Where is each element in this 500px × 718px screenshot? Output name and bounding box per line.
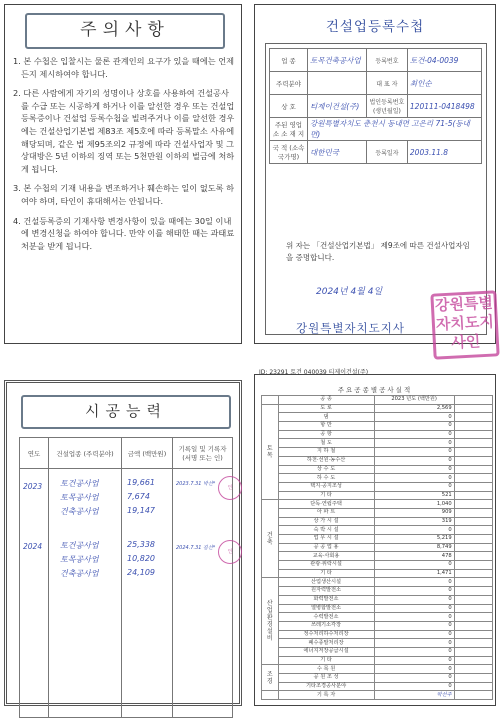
performance-type: 공 공 업 용 [278, 543, 374, 552]
capability-title: 시공능력 [21, 395, 231, 429]
recorder-value: 박선주 [374, 691, 454, 700]
performance-type: 폐수종말처리장 [278, 639, 374, 648]
industry-value: 토목건축공사업 [308, 49, 367, 72]
performance-type: 단독·연립주택 [278, 500, 374, 509]
notice-item: 3. 본 수첩의 기재 내용을 변조하거나 훼손하는 일이 없도록 하여야 하며, 타인이 휴대해서는 안됩니다. [13, 183, 235, 206]
cap-year: 2023 [23, 482, 43, 491]
performance-note [454, 621, 492, 630]
rep-label: 대 표 자 [366, 72, 407, 95]
performance-value: 0 [374, 474, 454, 483]
performance-row [262, 465, 493, 474]
cap-amount: 25,338 [127, 540, 155, 549]
cap-amount: 10,820 [127, 554, 155, 563]
performance-value: 0 [374, 439, 454, 448]
cap-field: 토목공사업 [60, 555, 99, 564]
perf-header-group [262, 396, 279, 405]
performance-value: 0 [374, 674, 454, 683]
performance-value: 0 [374, 665, 454, 674]
performance-row [262, 595, 493, 604]
cap-year: 2024 [23, 542, 43, 551]
record-stamp: 인 [218, 476, 242, 500]
performance-type: 쓰레기소각장 [278, 621, 374, 630]
cap-amount: 19,661 [127, 478, 155, 487]
cap-field: 토건공사업 [60, 479, 99, 488]
performance-value: 0 [374, 482, 454, 491]
performance-row [262, 526, 493, 535]
performance-row [262, 404, 493, 413]
performance-type: 지 하 철 [278, 448, 374, 457]
performance-type: 철 도 [278, 439, 374, 448]
performance-row [262, 474, 493, 483]
performance-row [262, 552, 493, 561]
performance-note [454, 456, 492, 465]
performance-row [262, 413, 493, 422]
performance-type: 아 파 트 [278, 508, 374, 517]
performance-type: 숙 박 시 설 [278, 526, 374, 535]
performance-value: 0 [374, 413, 454, 422]
performance-value: 521 [374, 491, 454, 500]
performance-row [262, 543, 493, 552]
performance-value: 0 [374, 604, 454, 613]
cap-record: 2024.7.31 김선* [176, 545, 216, 551]
performance-note [454, 404, 492, 413]
certificate-table [269, 48, 482, 164]
cap-field: 건축공사업 [60, 507, 99, 516]
performance-row [262, 656, 493, 665]
performance-type: 택지·공지조성 [278, 482, 374, 491]
performance-note [454, 491, 492, 500]
cap-field: 토건공사업 [60, 541, 99, 550]
official-seal: 강원특별자치도지사인 [430, 290, 499, 359]
performance-note [454, 569, 492, 578]
certificate-issuer: 강원특별자치도지사 [296, 321, 405, 335]
performance-value: 909 [374, 508, 454, 517]
performance-panel [254, 369, 496, 706]
recorder-label: 기 록 자 [278, 691, 374, 700]
corp-no-value: 120111-0418498 [407, 95, 481, 118]
notice-item: 2. 다른 사람에게 자기의 성명이나 상호를 사용하여 건설공사를 수급 또는 시공하게 하거나 이를 알선한 경우 또는 건설업 등록증이나 건설업 등록수첩을 빌려주거나 이를 알선한 경우에는 건설산업기본법 제83조 제5호에 따라 등록말소 사유에 해당되며, 같은 법 제95조의2 규정에 따라 건설사업자 및 그 상대방은 5년 이하의 징역 또는 5천만원 이하의 벌금에 처하게 됩니다. [13, 88, 235, 174]
industry-label: 업 종 [270, 49, 308, 72]
performance-type: 상 수 도 [278, 465, 374, 474]
performance-row [262, 456, 493, 465]
performance-note [454, 639, 492, 648]
cap-amount: 7,674 [127, 492, 150, 501]
performance-value: 0 [374, 587, 454, 596]
performance-value: 0 [374, 595, 454, 604]
performance-row [262, 647, 493, 656]
performance-table [261, 395, 493, 700]
performance-row [262, 517, 493, 526]
performance-type: 항 만 [278, 422, 374, 431]
performance-row [262, 430, 493, 439]
performance-group-label [262, 691, 279, 700]
perf-header-note [454, 396, 492, 405]
performance-value: 0 [374, 682, 454, 691]
performance-group-label: 산업환경설비 [262, 578, 279, 665]
notice-title: 주의사항 [25, 13, 225, 49]
performance-value: 0 [374, 561, 454, 570]
perf-header-type: 공 종 [278, 396, 374, 405]
notice-list [13, 55, 235, 259]
performance-row [262, 613, 493, 622]
performance-value: 0 [374, 621, 454, 630]
performance-note [454, 430, 492, 439]
performance-note [454, 508, 492, 517]
performance-type: 산업생산시설 [278, 578, 374, 587]
performance-value: 1,471 [374, 569, 454, 578]
performance-note [454, 465, 492, 474]
performance-row [262, 561, 493, 570]
reg-no-value: 토건-04-0039 [407, 49, 481, 72]
performance-note [454, 647, 492, 656]
performance-type: 하천·선원·농수산 [278, 456, 374, 465]
performance-type: 열병합발전소 [278, 604, 374, 613]
performance-value: 0 [374, 656, 454, 665]
trade-value: 티제이건설(주) [308, 95, 367, 118]
performance-row [262, 674, 493, 683]
performance-row [262, 682, 493, 691]
performance-note [454, 656, 492, 665]
performance-row [262, 604, 493, 613]
performance-note [454, 413, 492, 422]
performance-value: 478 [374, 552, 454, 561]
cap-header-field: 건설업종 (주력분야) [49, 438, 122, 469]
performance-type: 교육·사회용 [278, 552, 374, 561]
performance-title: 주요공종별공사실적 [337, 386, 413, 394]
performance-value: 0 [374, 456, 454, 465]
performance-value: 1,040 [374, 500, 454, 509]
performance-row [262, 439, 493, 448]
notice-panel [4, 4, 242, 344]
capability-panel [4, 380, 242, 706]
record-stamp: 인 [218, 540, 242, 564]
reg-no-label: 등록번호 [366, 49, 407, 72]
performance-row [262, 630, 493, 639]
performance-type: 기 타 [278, 569, 374, 578]
nation-value: 대한민국 [308, 141, 367, 164]
cap-header-record: 기록일 및 기록자 (서명 또는 인) [173, 438, 233, 469]
cap-header-amount: 금액 (백만원) [122, 438, 173, 469]
performance-value: 0 [374, 422, 454, 431]
performance-note [454, 474, 492, 483]
performance-row [262, 535, 493, 544]
performance-type: 관광·위락시설 [278, 561, 374, 570]
performance-note [454, 500, 492, 509]
performance-group-label: 건축 [262, 500, 279, 578]
performance-note [454, 674, 492, 683]
notice-item: 4. 건설등록증의 기재사항 변경사항이 있을 때에는 30일 이내에 변경신청을 하여야 합니다. 만약 이를 해태한 때는 과태료 처분을 받게 됩니다. [13, 215, 235, 251]
performance-note [454, 691, 492, 700]
performance-value: 0 [374, 448, 454, 457]
performance-type: 도 로 [278, 404, 374, 413]
performance-value: 5,219 [374, 535, 454, 544]
performance-note [454, 543, 492, 552]
perf-header-year: 2023 년도 (백만원) [374, 396, 454, 405]
certificate-frame [265, 43, 495, 352]
performance-row [262, 665, 493, 674]
main-field-value [308, 72, 367, 95]
nation-label: 국 적 (소속국가명) [270, 141, 308, 164]
performance-group-label: 토목 [262, 404, 279, 500]
reg-date-label: 등록일자 [366, 141, 407, 164]
performance-note [454, 448, 492, 457]
certificate-panel [254, 4, 496, 352]
performance-note [454, 587, 492, 596]
performance-value: 8,749 [374, 543, 454, 552]
performance-value: 0 [374, 465, 454, 474]
performance-group-label: 조경 [262, 665, 279, 691]
performance-type: 에너지저장공급시설 [278, 647, 374, 656]
corp-no-label: 법인등록번호(생년월일) [366, 95, 407, 118]
performance-note [454, 422, 492, 431]
performance-type: 상 가 시 설 [278, 517, 374, 526]
performance-type: 기타조경공사분야 [278, 682, 374, 691]
performance-note [454, 578, 492, 587]
performance-type: 업 무 시 설 [278, 535, 374, 544]
performance-note [454, 665, 492, 674]
performance-note [454, 682, 492, 691]
cap-amount: 19,147 [127, 506, 155, 515]
performance-row [262, 422, 493, 431]
performance-note [454, 561, 492, 570]
performance-value: 0 [374, 613, 454, 622]
performance-value: 319 [374, 517, 454, 526]
performance-note [454, 595, 492, 604]
certificate-date: 2024년 4월 4일 [316, 287, 383, 297]
performance-recorder-row [262, 691, 493, 700]
performance-type: 하 수 도 [278, 474, 374, 483]
performance-value: 0 [374, 526, 454, 535]
performance-note [454, 630, 492, 639]
performance-type: 공 원 조 성 [278, 674, 374, 683]
performance-note [454, 517, 492, 526]
performance-value: 0 [374, 647, 454, 656]
performance-type: 수 목 원 [278, 665, 374, 674]
trade-label: 상 호 [270, 95, 308, 118]
cap-header-year: 연도 [20, 438, 49, 469]
performance-type: 기 타 [278, 491, 374, 500]
performance-type: 공 항 [278, 430, 374, 439]
performance-value: 0 [374, 430, 454, 439]
performance-row [262, 587, 493, 596]
performance-row [262, 578, 493, 587]
performance-note [454, 552, 492, 561]
performance-value: 2,569 [374, 404, 454, 413]
performance-note [454, 535, 492, 544]
performance-value: 0 [374, 630, 454, 639]
performance-type: 댐 [278, 413, 374, 422]
performance-note [454, 613, 492, 622]
performance-row [262, 482, 493, 491]
certificate-title: 건설업등록수첩 [325, 19, 425, 35]
performance-header-line: ID: 23291 토건 040039 티제이건설(주) [259, 369, 369, 376]
rep-value: 최인순 [407, 72, 481, 95]
main-field-label: 주력분야 [270, 72, 308, 95]
cap-record: 2023.7.31 박선* [176, 481, 216, 487]
performance-note [454, 439, 492, 448]
performance-type: 정수처리하수처리장 [278, 630, 374, 639]
reg-date-value: 2003.11.8 [407, 141, 481, 164]
addr-value: 강원특별자치도 춘천시 동내면 고은리 71-5(동내면) [308, 118, 482, 141]
cap-field: 건축공사업 [60, 569, 99, 578]
certificate-statement: 위 자는 「건설산업기본법」 제9조에 따른 건설사업자임을 증명합니다. [286, 241, 470, 262]
cap-field: 토목공사업 [60, 493, 99, 502]
addr-label: 주된 영업소 소 재 지 [270, 118, 308, 141]
capability-table [19, 437, 233, 718]
notice-item: 1. 본 수첩은 입찰시는 물론 관계인의 요구가 있을 때에는 언제든지 제시하여야 합니다. [13, 56, 235, 79]
performance-note [454, 482, 492, 491]
performance-type: 원자력발전소 [278, 587, 374, 596]
performance-row [262, 448, 493, 457]
performance-type: 수력발전소 [278, 613, 374, 622]
performance-row [262, 508, 493, 517]
performance-row [262, 621, 493, 630]
performance-row [262, 491, 493, 500]
performance-row [262, 639, 493, 648]
performance-row [262, 500, 493, 509]
performance-type: 기 타 [278, 656, 374, 665]
performance-value: 0 [374, 578, 454, 587]
performance-note [454, 526, 492, 535]
performance-type: 화력발전소 [278, 595, 374, 604]
cap-amount: 24,109 [127, 568, 155, 577]
performance-value: 0 [374, 639, 454, 648]
performance-note [454, 604, 492, 613]
performance-row [262, 569, 493, 578]
